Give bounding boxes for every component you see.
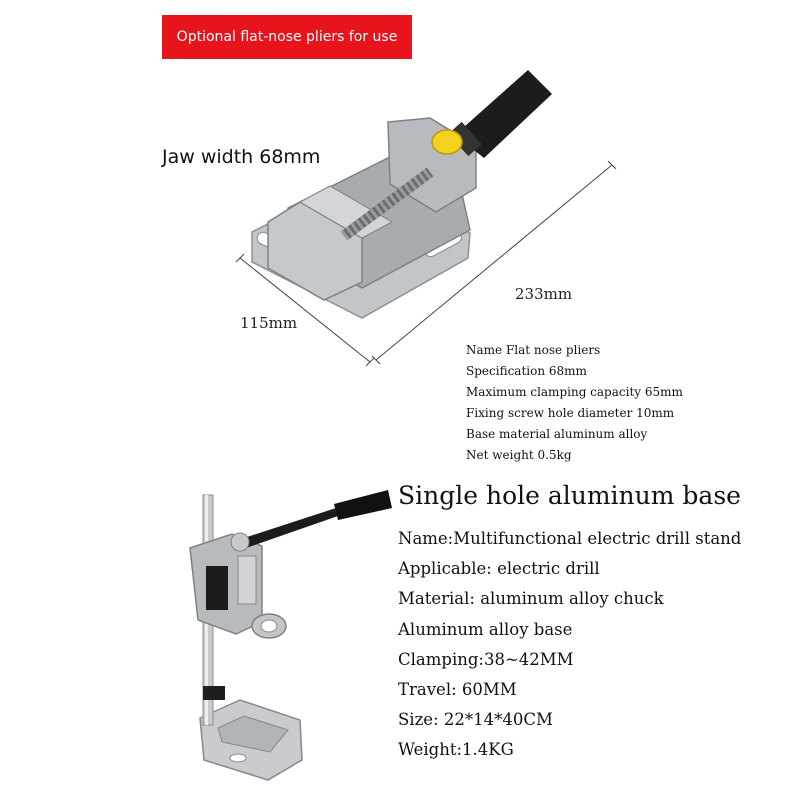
spec-item: Aluminum alloy base (398, 619, 573, 639)
stand-spec-list (398, 524, 741, 766)
spec-item: Net weight 0.5kg (466, 448, 572, 462)
stand-title: Single hole aluminum base (398, 481, 741, 510)
spec-item: Maximum clamping capacity 65mm (466, 385, 683, 399)
spec-item: Name:Multifunctional electric drill stand (398, 529, 742, 548)
dimension-length-label: 233mm (515, 285, 573, 303)
spec-item: Material: aluminum alloy chuck (398, 589, 664, 609)
dimension-width-label: 115mm (240, 314, 298, 332)
spec-item: Travel: 60MM (398, 680, 517, 700)
spec-item: Size: 22*14*40CM (398, 710, 553, 730)
spec-item: Base material aluminum alloy (466, 427, 648, 441)
spec-item: Applicable: electric drill (398, 559, 600, 579)
jaw-width-label: Jaw width 68mm (162, 146, 321, 168)
spec-item: Name Flat nose pliers (466, 343, 601, 357)
spec-item: Specification 68mm (466, 364, 587, 378)
spec-item: Fixing screw hole diameter 10mm (466, 406, 675, 420)
spec-item: Clamping:38~42MM (398, 649, 574, 669)
flat-nose-pliers-image (252, 70, 552, 318)
spec-item: Weight:1.4KG (398, 740, 514, 760)
drill-stand-image (190, 490, 392, 780)
pliers-spec-list (466, 340, 683, 466)
promo-banner: Optional flat-nose pliers for use (162, 15, 412, 59)
